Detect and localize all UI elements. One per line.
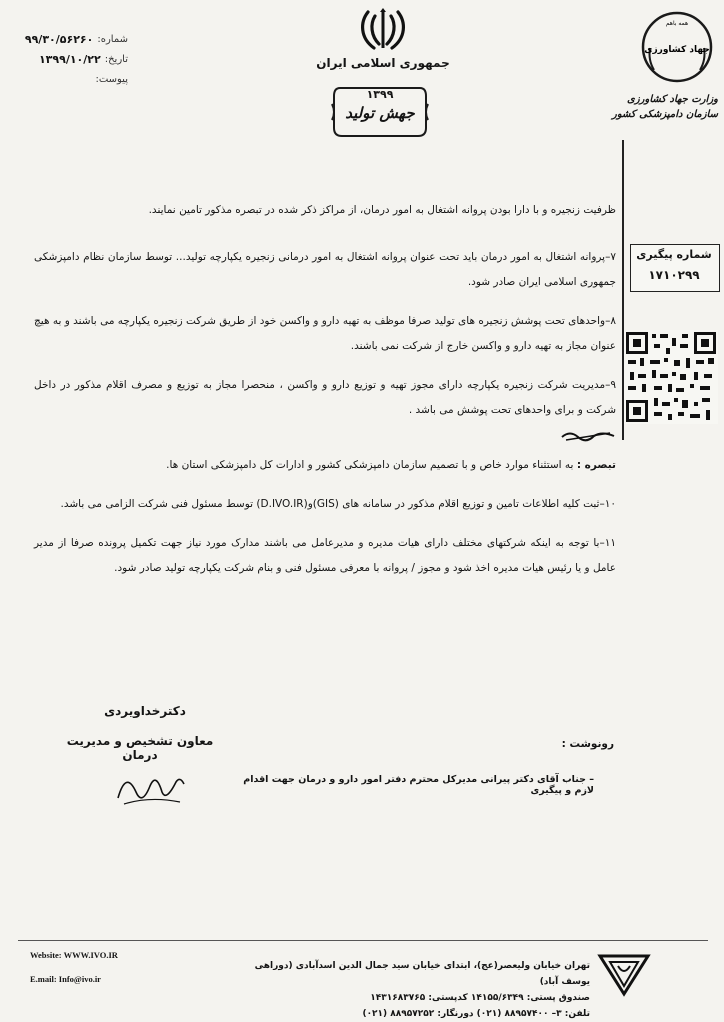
- footer-address-block: [240, 958, 590, 1022]
- paragraph-11: ۱۱–با توجه به اینکه شرکتهای مختلف دارای هیات مدیره و مدیرعامل می باشند مدارک مورد نیاز جهت تکمیل پرونده صرفا از مدیر عامل و یا رئیس هیات مدیره اخذ شود و مجوز / پروانه با معرفی مسئول فنی و بنام شرکت یکپارچه تولید صادر شود.: [34, 537, 616, 574]
- tracking-label: شماره پیگیری: [636, 248, 712, 261]
- handwritten-signature-icon: [110, 762, 190, 812]
- motto-year: ۱۳۹۹: [366, 88, 394, 101]
- cc-label: رونوشت :: [561, 738, 614, 750]
- paragraph-7: ۷–پروانه اشتغال به امور درمان باید تحت عنوان پروانه اشتغال به امور درمانی زنجیره یکپارچه تولید... توسط سازمان نظام دامپزشکی جمهوری اسلامی ایران صادر شود.: [34, 251, 616, 288]
- letter-date-row: [18, 50, 128, 70]
- footer-postal: صندوق پستی: ۱۴۱۵۵/۶۳۴۹ کدپستی: ۱۴۳۱۶۸۳۷۶۵: [370, 993, 590, 1003]
- ministry-block: [600, 92, 718, 122]
- letter-attachment-row: [18, 70, 128, 90]
- letter-date-label: تاریخ:: [104, 54, 128, 65]
- footer-divider: [18, 940, 708, 941]
- letter-body: [34, 198, 616, 581]
- iran-emblem-icon: [358, 6, 408, 52]
- organization-name: سازمان دامپزشکی کشور: [611, 109, 718, 120]
- note-paragraph: [34, 453, 616, 478]
- letter-meta: [18, 30, 128, 90]
- footer-website: Website: WWW.IVO.IR: [30, 950, 118, 960]
- signatory-name: دکترخداویردی: [104, 704, 186, 718]
- paragraph-10: ۱۰–ثبت کلیه اطلاعات تامین و توزیع اقلام مذکور در سامانه های (GIS)و(D.IVO.IR) توسط مسئول فنی شرکت الزامی می باشد.: [60, 498, 616, 510]
- note-text: به استثناء موارد خاص و با تصمیم سازمان دامپزشکی کشور و ادارات کل دامپزشکی استان ها.: [166, 459, 574, 471]
- letter-date: ۱۳۹۹/۱۰/۲۲: [38, 53, 101, 66]
- footer-phone: تلفن: ۳– ۸۸۹۵۷۴۰۰ (۰۲۱) دورنگار: ۸۸۹۵۷۲۵۲ (۰۲۱): [362, 1009, 590, 1019]
- logo-small-text: همه باهم: [665, 20, 689, 27]
- qr-code-icon: [624, 330, 718, 424]
- footer-email: E.mail: Info@ivo.ir: [30, 974, 101, 984]
- cc-recipient: – جناب آقای دکتر پیرانی مدیرکل محترم دفتر امور دارو و درمان جهت اقدام لازم و پیگیری: [243, 774, 594, 796]
- paragraph-continuation: ظرفیت زنجیره و با دارا بودن پروانه اشتغال به امور درمان، از مراکز ذکر شده در تبصره مذکور تامین نمایند.: [148, 204, 616, 216]
- republic-title: جمهوری اسلامی ایران: [316, 56, 450, 70]
- ministry-name: وزارت جهاد کشاورزی: [627, 94, 718, 105]
- paragraph-9: ۹–مدیریت شرکت زنجیره یکپارچه دارای مجوز تهیه و توزیع دارو و واکسن ، منحصرا مجاز به توزیع و مصرف اقلام مذکور در داخل شرکت و برای واحدهای تحت پوشش می باشد .: [34, 379, 616, 416]
- note-label: تبصره :: [576, 459, 616, 471]
- motto-text: جهش تولید: [345, 104, 415, 122]
- letter-number-label: شماره:: [97, 34, 128, 45]
- tracking-number: ۱۷۱۰۲۹۹: [648, 268, 700, 282]
- paragraph-8: ۸–واحدهای تحت پوشش زنجیره های تولید صرفا موظف به تهیه دارو و واکسن خود از طریق شرکت زنجیره یکپارچه می باشند و به هیچ عنوان مجاز به تهیه دارو و واکسن خارج از شرکت نمی باشند.: [34, 315, 616, 352]
- footer-address: تهران خیابان ولیعصر(عج)، ابتدای خیابان سید جمال الدین اسدآبادی (دوراهی یوسف آباد): [254, 961, 590, 987]
- signatory-title: معاون تشخیص و مدیریت درمان: [66, 734, 214, 762]
- letter-number-row: [18, 30, 128, 50]
- handwritten-strike-mark: [560, 428, 616, 442]
- jihad-agriculture-logo: [640, 10, 714, 84]
- vet-organization-logo: [596, 948, 652, 998]
- letter-number: ۹۹/۳۰/۵۶۲۶۰: [24, 33, 94, 46]
- logo-main-text: جهاد کشاورزی: [644, 45, 710, 55]
- attachment-label: پیوست:: [95, 74, 128, 85]
